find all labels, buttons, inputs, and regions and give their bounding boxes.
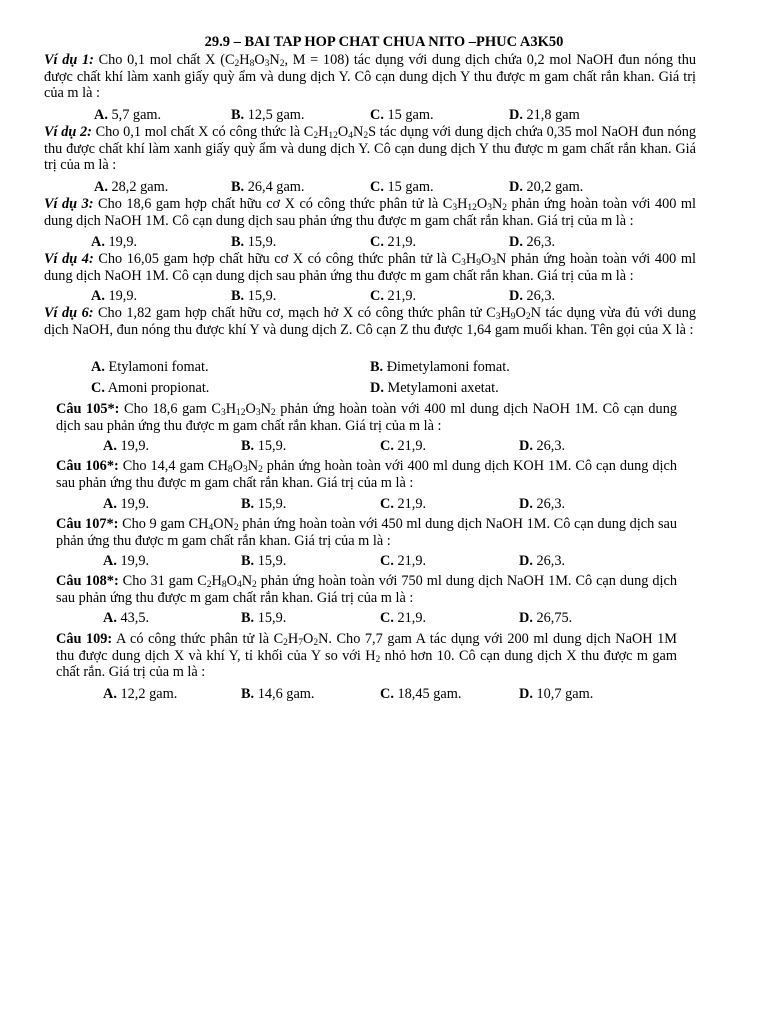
question-body: Cho 31 gam $C_2H_8O_4N_2$ phản ứng hoàn toàn với 750 ml dung dịch NaOH 1M. Cô cạn dung dịch sau phản ứng thu được m gam chất rắn khan. Giá trị của m là : (56, 573, 677, 606)
question-body: Cho 18,6 gam hợp chất hữu cơ X có công thức phân tử là $C_3H_{12}O_3N_2$ phản ứng hoàn toàn với 400 ml dung dịch NaOH 1M. Cô cạn dung dịch sau phản ứng thu được m gam chất rắn khan. Giá trị của m là : (44, 196, 697, 229)
option-c[interactable]: C. 21,9. (370, 288, 417, 304)
question-label: Câu 109: (56, 631, 113, 647)
option-c[interactable]: C. 21,9. (380, 496, 427, 512)
question-text (44, 251, 696, 284)
option-b[interactable]: B. 15,9. (231, 288, 277, 304)
question-block (44, 251, 696, 284)
question-text (44, 196, 696, 229)
question-text (44, 305, 696, 338)
question-block (56, 573, 677, 606)
question-label: Câu 105*: (56, 401, 120, 417)
option-b[interactable]: B. 15,9. (241, 610, 287, 626)
option-c[interactable]: C. 21,9. (380, 438, 427, 454)
option-c[interactable]: C. 21,9. (380, 553, 427, 569)
option-d[interactable]: D. Metylamoni axetat. (370, 380, 499, 396)
option-b[interactable]: B. Đimetylamoni fomat. (370, 359, 510, 375)
option-a[interactable]: A. Etylamoni fomat. (91, 359, 209, 375)
option-a[interactable]: A. 19,9. (91, 288, 138, 304)
option-c[interactable]: C. 18,45 gam. (380, 686, 462, 702)
question-block (44, 124, 696, 174)
page-title: 29.9 – BAI TAP HOP CHAT CHUA NITO –PHUC A3K50 (204, 34, 564, 50)
question-block (56, 401, 677, 434)
question-block (56, 458, 677, 491)
question-text (56, 458, 677, 491)
option-b[interactable]: B. 15,9. (241, 438, 287, 454)
question-label: Câu 106*: (56, 458, 119, 474)
option-a[interactable]: A. 12,2 gam. (103, 686, 178, 702)
question-label: Câu 108*: (56, 573, 119, 589)
question-block (44, 52, 696, 102)
question-body: Cho 18,6 gam $C_3H_{12}O_3N_2$ phản ứng hoàn toàn với 400 ml dung dịch NaOH 1M. Cô cạn dung dịch sau phản ứng thu được m gam chất rắn khan. Giá trị của m là : (56, 401, 677, 434)
option-d[interactable]: D. 26,3. (519, 438, 566, 454)
option-d[interactable]: D. 26,3. (509, 288, 556, 304)
question-block (56, 631, 677, 681)
option-c[interactable]: C. 15 gam. (370, 107, 434, 123)
question-body: Cho 0,1 mol chất X có công thức là $C_2H_{12}O_4N_2S$ tác dụng với dung dịch chứa 0,35 mol NaOH đun nóng thu được chất khí làm xanh giấy quỳ ẩm và dung dịch Y. Cô cạn dung dịch Y thu được m gam chất rắn khan. Giá trị của m là : (44, 124, 697, 174)
option-d[interactable]: D. 26,3. (509, 234, 556, 250)
option-d[interactable]: D. 26,3. (519, 553, 566, 569)
option-c[interactable]: C. 15 gam. (370, 179, 434, 195)
option-c[interactable]: C. Amoni propionat. (91, 380, 210, 396)
option-b[interactable]: B. 15,9. (241, 496, 287, 512)
question-block (56, 516, 677, 549)
question-text (44, 52, 696, 102)
question-block (44, 305, 696, 338)
option-a[interactable]: A. 5,7 gam. (94, 107, 162, 123)
option-b[interactable]: B. 15,9. (231, 234, 277, 250)
option-a[interactable]: A. 19,9. (103, 496, 150, 512)
question-label: Ví dụ 6: (44, 305, 94, 321)
question-label: Ví dụ 3: (44, 196, 94, 212)
option-d[interactable]: D. 21,8 gam (509, 107, 580, 123)
option-a[interactable]: A. 28,2 gam. (94, 179, 169, 195)
option-a[interactable]: A. 19,9. (91, 234, 138, 250)
option-d[interactable]: D. 10,7 gam. (519, 686, 594, 702)
question-text (56, 516, 677, 549)
option-d[interactable]: D. 20,2 gam. (509, 179, 584, 195)
question-label: Câu 107*: (56, 516, 119, 532)
option-b[interactable]: B. 15,9. (241, 553, 287, 569)
question-text (56, 401, 677, 434)
question-body: Cho 16,05 gam hợp chất hữu cơ X có công thức phân tử là $C_3H_9O_3N$ phản ứng hoàn toàn với 400 ml dung dịch NaOH 1M. Cô cạn dung dịch sau phản ứng thu được m gam chất rắn khan. Giá trị của m là : (44, 251, 697, 284)
option-a[interactable]: A. 19,9. (103, 438, 150, 454)
question-block (44, 196, 696, 229)
question-label: Ví dụ 2: (44, 124, 92, 140)
option-b[interactable]: B. 14,6 gam. (241, 686, 315, 702)
option-b[interactable]: B. 12,5 gam. (231, 107, 305, 123)
option-c[interactable]: C. 21,9. (380, 610, 427, 626)
option-d[interactable]: D. 26,3. (519, 496, 566, 512)
option-c[interactable]: C. 21,9. (370, 234, 417, 250)
option-d[interactable]: D. 26,75. (519, 610, 573, 626)
question-text (44, 124, 696, 174)
option-b[interactable]: B. 26,4 gam. (231, 179, 305, 195)
question-label: Ví dụ 1: (44, 52, 94, 68)
question-text (56, 631, 677, 681)
question-label: Ví dụ 4: (44, 251, 94, 267)
question-text (56, 573, 677, 606)
option-a[interactable]: A. 19,9. (103, 553, 150, 569)
option-a[interactable]: A. 43,5. (103, 610, 150, 626)
question-body: Cho 9 gam $CH_4ON_2$ phản ứng hoàn toàn với 450 ml dung dịch NaOH 1M. Cô cạn dung dịch sau phản ứng thu được m gam chất rắn khan. Giá trị của m là : (56, 516, 677, 549)
question-body: Cho 1,82 gam hợp chất hữu cơ, mạch hở X có công thức phân tử $C_3H_9O_2N$ tác dụng vừa đủ với dung dịch NaOH, đun nóng thu được khí Y và dung dịch Z. Cô cạn Z thu được 1,64 gam muối khan. Tên gọi của X là : (44, 305, 696, 338)
question-body: Cho 0,1 mol chất X ($C_2H_8O_3N_2$, M = 108) tác dụng với dung dịch chứa 0,2 mol NaOH đun nóng thu được chất khí làm xanh giấy quỳ ẩm và dung dịch Y. Cô cạn dung dịch Y thu được m gam chất rắn khan. Giá trị của m là : (44, 52, 696, 102)
question-body: Cho 14,4 gam $CH_8O_3N_2$ phản ứng hoàn toàn với 400 ml dung dịch KOH 1M. Cô cạn dung dịch sau phản ứng thu được m gam chất rắn khan. Giá trị của m là : (56, 458, 677, 491)
question-body: A có công thức phân tử là $C_2H_7O_2N$. Cho 7,7 gam A tác dụng với 200 ml dung dịch NaOH 1M thu được dung dịch X và khí Y, tỉ khối của Y so với $H_2$ nhỏ hơn 10. Cô cạn dung dịch X thu được m gam chất rắn. Giá trị của m là : (56, 631, 677, 681)
